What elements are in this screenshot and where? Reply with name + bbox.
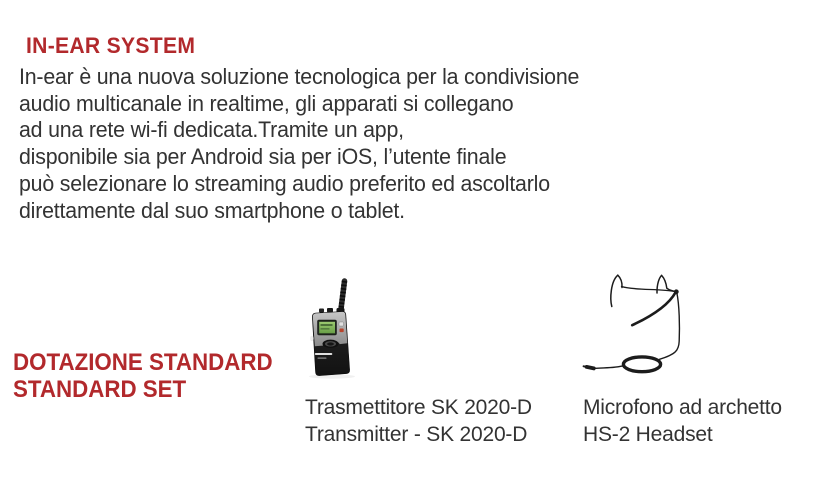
headset-caption-italian: Microfono ad archetto <box>583 396 782 419</box>
transmitter-caption <box>305 394 532 448</box>
standard-set-heading-italian: DOTAZIONE STANDARD <box>13 349 273 376</box>
standard-set-heading <box>13 349 273 403</box>
standard-set-heading-english: STANDARD SET <box>13 376 187 403</box>
transmitter-illustration <box>300 270 400 380</box>
intro-line: ad una rete wi-fi dedicata.Tramite un app, <box>19 117 404 143</box>
headset-illustration <box>575 262 705 382</box>
intro-line: può selezionare lo streaming audio preferito ed ascoltarlo <box>19 170 550 196</box>
page-title: IN-EAR SYSTEM <box>26 32 196 58</box>
intro-line: audio multicanale in realtime, gli apparati si collegano <box>19 90 514 116</box>
intro-line: In-ear è una nuova soluzione tecnologica per la condivisione <box>19 64 580 89</box>
transmitter-caption-english: Transmitter - SK 2020-D <box>305 423 528 446</box>
transmitter-caption-italian: Trasmettitore SK 2020-D <box>305 396 532 419</box>
headset-caption <box>583 394 782 448</box>
headset-image <box>575 262 705 382</box>
headset-caption-english: HS-2 Headset <box>583 423 713 446</box>
transmitter-image <box>300 270 400 380</box>
intro-line: disponibile sia per Android sia per iOS, l’utente finale <box>19 144 507 170</box>
intro-line: direttamente dal suo smartphone o tablet. <box>19 197 405 223</box>
intro-paragraph <box>19 64 579 224</box>
